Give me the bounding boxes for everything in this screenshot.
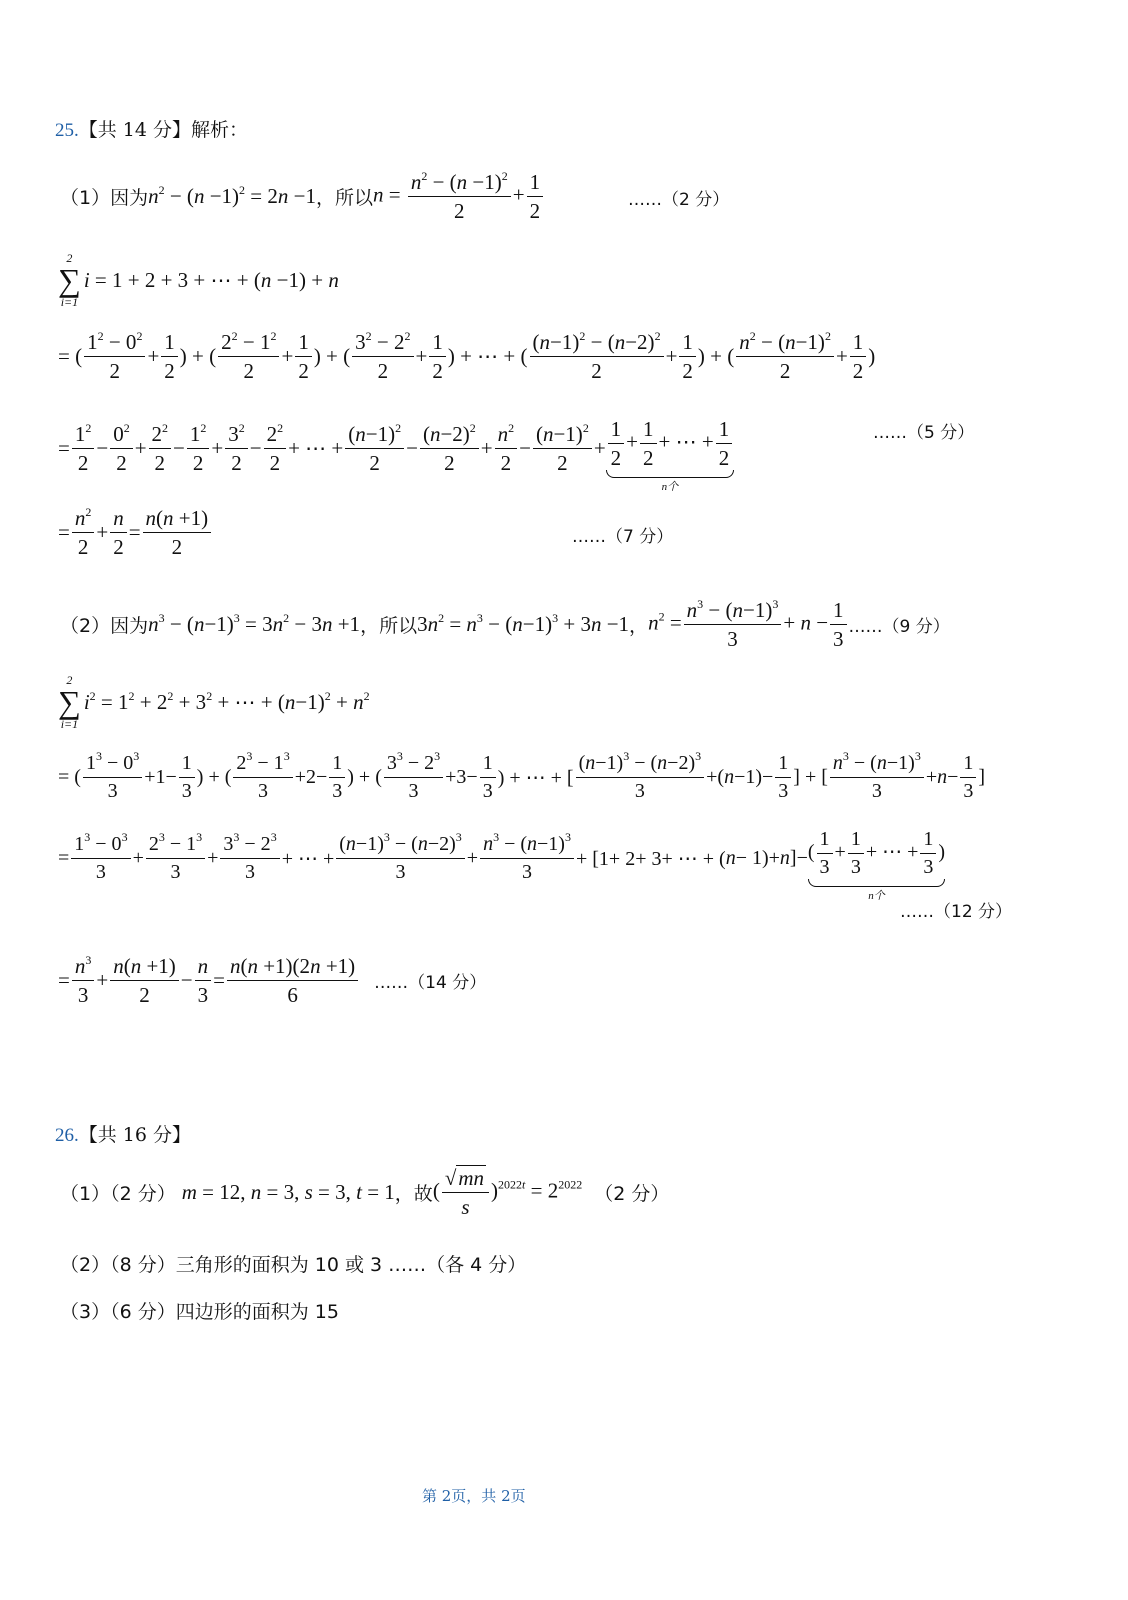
part1-mid: ，所以: [315, 187, 373, 210]
part2-result: $n^2$ = $\frac{n^3 - (n-1)^3}{3}$ + n − $\frac{1}{3}$: [648, 598, 848, 651]
q26-l1-mid: ，故: [394, 1183, 433, 1206]
part2-label: （2）因为: [60, 615, 149, 638]
q26-header: 【共 16 分】: [78, 1124, 192, 1146]
sum-i-expansion-2: = $\frac{1^2}{2}$ − $\frac{0^2}{2}$ + $\frac{2^2}{2}$ − $\frac{1^2}{2}$ + $\frac{3^2}{2}$ − $\frac{2^2}{2}$ + ⋯ + $\frac{(n-1)^2}{2}$ − $\frac{(n-2)^2}{2}$ + $\frac{n^2}{2}$ − $\frac{(n-1)^2}{2}$ + $\frac{1}{2}$ + $\frac{1}{2}$ + ⋯ + $\frac{1}{2}$ n个: [58, 403, 734, 494]
sum-i2-line: 2 ∑ i=1 $i^2 = 1^2 + 2^2 + 3^2$ + ⋯ + $(n-1)^2 + n^2$: [58, 673, 370, 731]
sum-i-line: 2 ∑ i=1 i = 1 + 2 + 3 + ⋯ + (n −1) + n: [58, 251, 339, 309]
part2-identity: $n^3 - (n-1)^3 = 3n^2 - 3n +1$: [148, 611, 361, 637]
q26-line-1: [60, 1166, 669, 1219]
sum-i-expansion-1: = ( $\frac{1^2 - 0^2}{2}$ + $\frac{1}{2}$ ) + ( $\frac{2^2 - 1^2}{2}$ + $\frac{1}{2}$ ) + ( $\frac{3^2 - 2^2}{2}$ + $\frac{1}{2}$ ) + ⋯ + ( $\frac{(n-1)^2 - (n-2)^2}{2}$ + $\frac{1}{2}$ ) + ( $\frac{n^2 - (n-1)^2}{2}$ + $\frac{1}{2}$ ): [58, 329, 876, 384]
sum-i2-result: = $\frac{n^3}{3}$ + $\frac{n(n +1)}{2}$ − $\frac{n}{3}$ = $\frac{n(n +1)(2n +1)}{6}$ ……（14 分）: [58, 953, 487, 1008]
score-7: ……（7 分）: [572, 527, 674, 547]
part1-label: （1）因为: [60, 187, 149, 210]
q26-heading: [55, 1120, 191, 1147]
q25-header: 【共 14 分】解析：: [78, 119, 249, 141]
sum-i2-expansion-2: = $\frac{1^3 - 0^3}{3}$ + $\frac{2^3 - 1^3}{3}$ + $\frac{3^3 - 2^3}{3}$ + ⋯ + $\frac{(n-1)^3 - (n-2)^3}{3}$ + $\frac{n^3 - (n-1)^3}{3}$ + [1+ 2+ 3+ ⋯ + ( n − 1)+ n ]− ( $\frac{1}{3}$ + $\frac{1}{3}$ + ⋯ + $\frac{1}{3}$ ) n个: [58, 828, 946, 902]
part2-comma: ，: [629, 615, 649, 638]
q26-result: ( $\frac{√mn}{s}$ )$^{2022t} = 2^{2022}$: [432, 1166, 583, 1220]
score-12: ……（12 分）: [900, 902, 1013, 922]
q26-number: 26.: [55, 1125, 79, 1146]
q26-line-3: （3）（6 分）四边形的面积为 15: [60, 1301, 339, 1323]
part2-mid: ，所以: [360, 615, 418, 638]
q26-l1-label: （1）（2 分）: [60, 1183, 176, 1206]
q25-heading: [55, 115, 248, 142]
q25-part1-line: [60, 170, 545, 223]
part1-identity: $n^2 - (n -1)^2 = 2n -1$: [148, 183, 316, 209]
score-5: ……（5 分）: [873, 423, 975, 443]
q26-values: m = 12, n = 3, s = 3, t = 1: [181, 1180, 395, 1205]
q26-l1-score: （2 分）: [594, 1183, 670, 1206]
score-2: ……（2 分）: [628, 190, 730, 210]
part1-result: n = $\frac{n^2 - (n -1)^2}{2}$ + $\frac{1}{2}$: [373, 170, 545, 223]
q25-number: 25.: [55, 120, 79, 141]
score-9: ……（9 分）: [848, 617, 950, 638]
q25-part2-line: [60, 598, 950, 651]
page-footer: 第 2页，共 2页: [422, 1487, 526, 1505]
sum-i-result: = $\frac{n^2}{2}$ + $\frac{n}{2}$ = $\frac{n(n +1)}{2}$: [58, 506, 213, 559]
score-14: ……（14 分）: [374, 973, 487, 994]
q26-line-2: （2）（8 分）三角形的面积为 10 或 3 ……（各 4 分）: [60, 1254, 527, 1276]
brace-count-2: n个: [868, 890, 885, 902]
part2-rearranged: $3n^2 = n^3 - (n-1)^3 + 3n -1$: [417, 611, 630, 637]
sum-i2-expansion-1: = ( $\frac{1^3 - 0^3}{3}$ +1− $\frac{1}{3}$ ) + ( $\frac{2^3 - 1^3}{3}$ +2− $\frac{1}{3}$ ) + ( $\frac{3^3 - 2^3}{3}$ +3− $\frac{1}{3}$ ) + ⋯ + [ $\frac{(n-1)^3 - (n-2)^3}{3}$ +( n −1)− $\frac{1}{3}$ ] + [ $\frac{n^3 - (n-1)^3}{3}$ + n − $\frac{1}{3}$ ]: [58, 749, 986, 802]
brace-count-1: n个: [661, 481, 679, 494]
